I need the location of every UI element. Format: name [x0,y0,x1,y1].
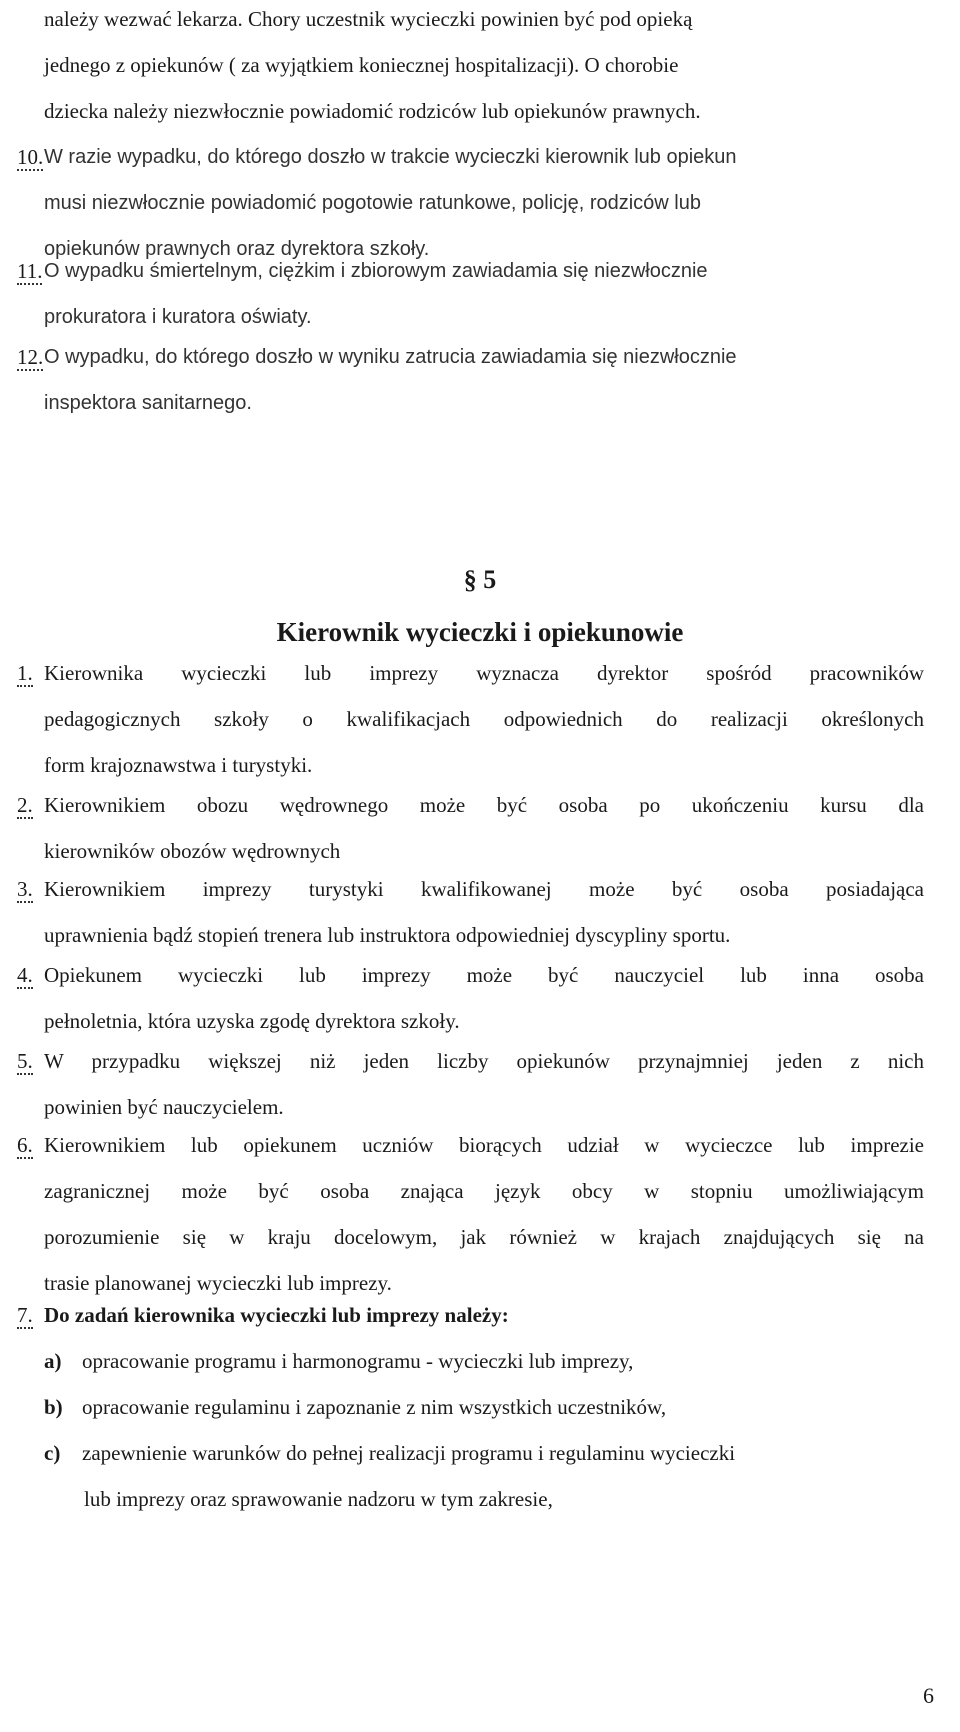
item-line: W przypadku większej niż jeden liczby opiekunów przynajmniej jeden z nich [44,1049,924,1073]
item-line: O wypadku, do którego doszło w wyniku zatrucia zawiadamia się niezwłocznie [44,346,737,368]
sub-item-text: opracowanie regulaminu i zapoznanie z nim wszystkich uczestników, [82,1395,667,1419]
item-line: W razie wypadku, do którego doszło w trakcie wycieczki kierownik lub opiekun [44,146,737,168]
sub-item-label: a) [44,1349,62,1373]
item-line: kierowników obozów wędrownych [44,839,341,863]
item-line: musi niezwłocznie powiadomić pogotowie ratunkowe, policję, rodziców lub [44,192,701,214]
item-11 [44,248,924,340]
sub-item-text: opracowanie programu i harmonogramu - wycieczki lub imprezy, [82,1349,634,1373]
item-line: zagranicznej może być osoba znająca język obcy w stopniu umożliwiającym [44,1179,924,1203]
item-number: 5. [17,1049,33,1073]
item-line: pedagogicznych szkoły o kwalifikacjach odpowiednich do realizacji określonych [44,707,924,731]
item-number: 6. [17,1133,33,1157]
section-title: Kierownik wycieczki i opiekunowie [276,617,684,647]
item-number: 3. [17,877,33,901]
sub-item-label: c) [44,1441,61,1465]
item-line: Opiekunem wycieczki lub imprezy może być nauczyciel lub inna osoba [44,963,924,987]
item-number: 10. [17,145,44,169]
item-line: inspektora sanitarnego. [44,392,252,414]
section-symbol: § 5 [463,565,497,594]
item-number: 7. [17,1303,33,1327]
item-3 [44,866,924,958]
item-line: powinien być nauczycielem. [44,1095,284,1119]
item-12 [44,334,924,426]
item-line: trasie planowanej wycieczki lub imprezy. [44,1271,392,1295]
page-number: 6 [923,1683,934,1708]
item-number: 12. [17,345,44,369]
sub-item-c-continuation [84,1476,924,1522]
intro-line: dziecka należy niezwłocznie powiadomić rodziców lub opiekunów prawnych. [44,99,701,123]
item-4 [44,952,924,1044]
item-number: 11. [17,259,43,283]
sub-item-text: lub imprezy oraz sprawowanie nadzoru w tym zakresie, [84,1487,553,1511]
item-7 [44,1292,924,1338]
item-number: 1. [17,661,33,685]
item-line: opiekunów prawnych oraz dyrektora szkoły. [44,238,430,260]
intro-paragraph [44,0,924,134]
item-line: Kierownikiem obozu wędrownego może być osoba po ukończeniu kursu dla [44,793,924,817]
item-line: uprawnienia bądź stopień trenera lub instruktora odpowiedniej dyscypliny sportu. [44,923,731,947]
sub-item-b [44,1384,924,1430]
sub-item-a [44,1338,924,1384]
item-2 [44,782,924,874]
sub-item-text: zapewnienie warunków do pełnej realizacji programu i regulaminu wycieczki [82,1441,736,1465]
item-line: pełnoletnia, która uzyska zgodę dyrektora szkoły. [44,1009,460,1033]
item-1 [44,650,924,788]
item-line: Do zadań kierownika wycieczki lub imprezy należy: [44,1303,509,1327]
item-line: Kierownikiem lub opiekunem uczniów biorących udział w wycieczce lub imprezie [44,1133,924,1157]
item-line: porozumienie się w kraju docelowym, jak również w krajach znajdujących się na [44,1225,924,1249]
item-line: prokuratora i kuratora oświaty. [44,306,312,328]
item-number: 4. [17,963,33,987]
intro-line: jednego z opiekunów ( za wyjątkiem koniecznej hospitalizacji). O chorobie [44,53,679,77]
item-number: 2. [17,793,33,817]
item-line: O wypadku śmiertelnym, ciężkim i zbiorowym zawiadamia się niezwłocznie [44,260,708,282]
item-line: Kierownika wycieczki lub imprezy wyznacza dyrektor spośród pracowników [44,661,924,685]
sub-item-c [44,1430,924,1476]
item-line: form krajoznawstwa i turystyki. [44,753,313,777]
item-6 [44,1122,924,1306]
intro-line: należy wezwać lekarza. Chory uczestnik wycieczki powinien być pod opieką [44,7,693,31]
item-line: Kierownikiem imprezy turystyki kwalifikowanej może być osoba posiadająca [44,877,924,901]
item-5 [44,1038,924,1130]
sub-item-label: b) [44,1395,63,1419]
